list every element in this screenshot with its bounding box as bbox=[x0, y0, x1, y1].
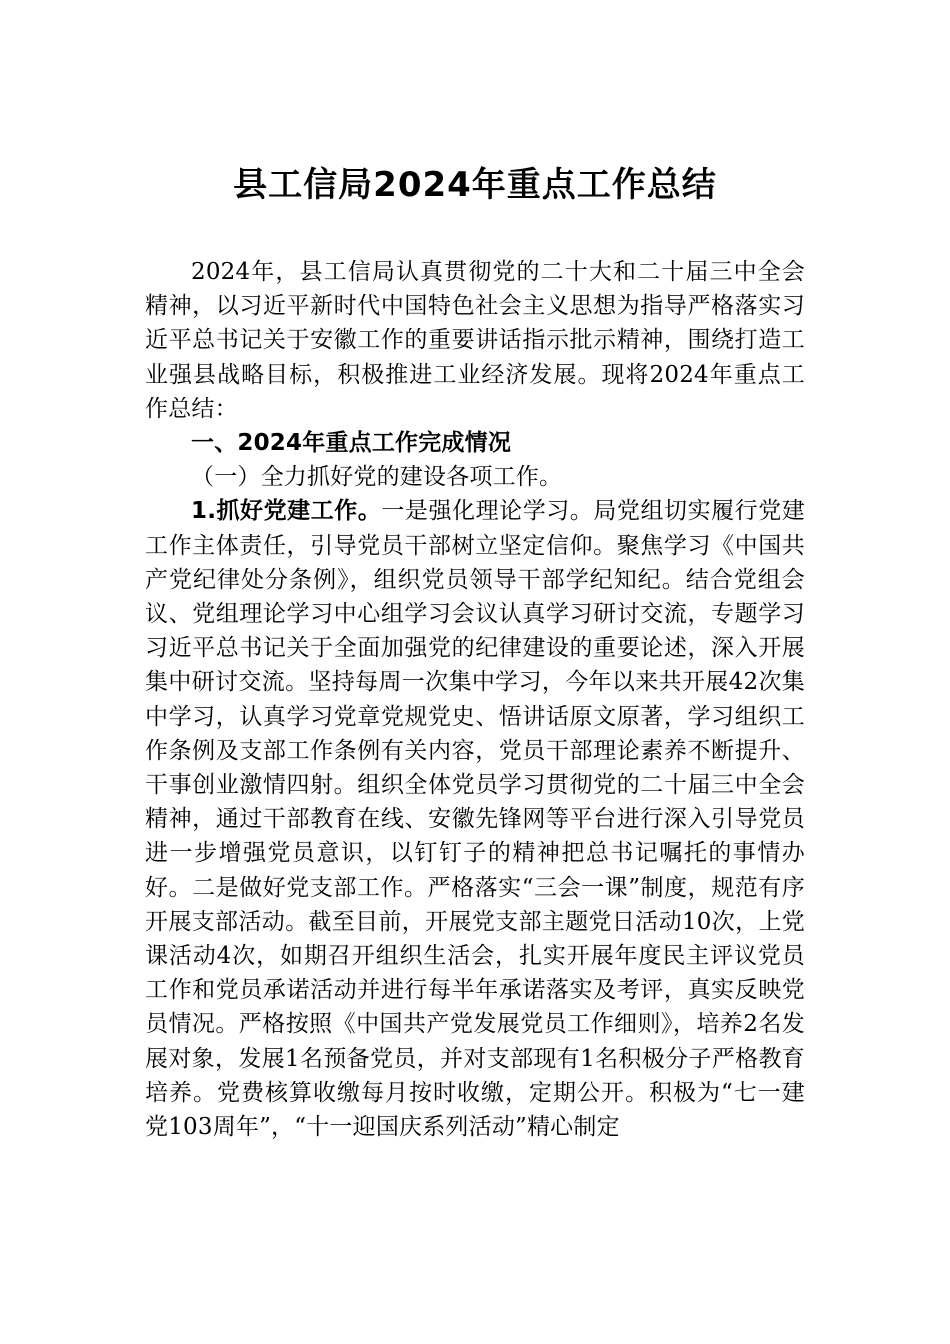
subsection-heading: （一）全力抓好党的建设各项工作。 bbox=[191, 464, 563, 491]
intro-paragraph: 2024年，县工信局认真贯彻党的二十大和二十届三中全会精神，以习近平新时代中国特色社会主义思想为指导严格落实习近平总书记关于安徽工作的重要讲话指示批示精神，围绕打造工业强县战略目标，积极推进工业经济发展。现将2024年重点工作总结： bbox=[145, 259, 805, 422]
section-heading: 一、2024年重点工作完成情况 bbox=[191, 430, 512, 457]
document-body bbox=[145, 255, 805, 1144]
item-paragraph bbox=[145, 494, 805, 1144]
item-text: 一是强化理论学习。局党组切实履行党建工作主体责任，引导党员干部树立坚定信仰。聚焦学习《中国共产党纪律处分条例》，组织党员领导干部学纪知纪。结合党组会议、党组理论学习中心组学习会议认真学习研讨交流，专题学习习近平总书记关于全面加强党的纪律建设的重要论述，深入开展集中研讨交流。坚持每周一次集中学习，今年以来共开展42次集中学习，认真学习党章党规党史、悟讲话原文原著，学习组织工作条例及支部工作条例有关内容，党员干部理论素养不断提升、干事创业激情四射。组织全体党员学习贯彻党的二十届三中全会精神，通过干部教育在线、安徽先锋网等平台进行深入引导党员进一步增强党员意识，以钉钉子的精神把总书记嘱托的事情办好。二是做好党支部工作。严格落实“三会一课”制度，规范有序开展支部活动。截至目前，开展党支部主题党日活动10次，上党课活动4次，如期召开组织生活会，扎实开展年度民主评议党员工作和党员承诺活动并进行每半年承诺落实及考评，真实反映党员情况。严格按照《中国共产党发展党员工作细则》，培养2名发展对象，发展1名预备党员，并对支部现有1名积极分子严格教育培养。党费核算收缴每月按时收缴，定期公开。积极为“七一建党103周年”，“十一迎国庆系列活动”精心制定 bbox=[145, 498, 805, 1141]
document-title: 县工信局2024年重点工作总结 bbox=[233, 165, 717, 205]
item-lead: 1.抓好党建工作。 bbox=[191, 498, 382, 525]
